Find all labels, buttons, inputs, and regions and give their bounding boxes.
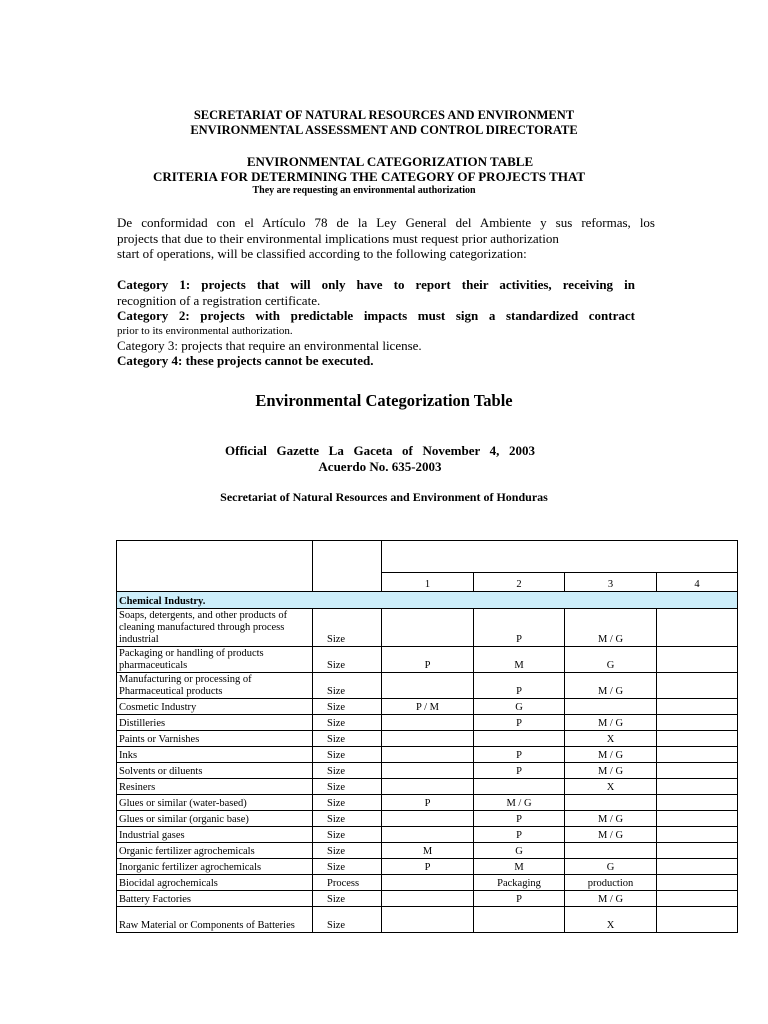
criteria-line: CRITERIA FOR DETERMINING THE CATEGORY OF PROJECTS THAT — [152, 169, 586, 184]
category-4-cell — [657, 609, 738, 647]
table-row — [117, 763, 738, 779]
criterion-cell: Size — [313, 647, 382, 673]
section-row — [117, 592, 738, 609]
category-2-cell: M — [474, 647, 565, 673]
intro-line-1: De conformidad con el Artículo 78 de la Ley General del Ambiente y sus reformas, los — [117, 215, 655, 230]
category-3-cell: X — [565, 779, 657, 795]
category-4-cell — [657, 795, 738, 811]
category-2-cell — [474, 731, 565, 747]
category-1-cell — [382, 747, 474, 763]
category-1-cell: P / M — [382, 699, 474, 715]
category-4-cell — [657, 875, 738, 891]
category-3-cell: M / G — [565, 747, 657, 763]
category-2-cell — [474, 779, 565, 795]
table-row — [117, 795, 738, 811]
header-activity-cell — [117, 541, 313, 592]
activity-cell: Biocidal agrochemicals — [117, 875, 313, 891]
category-2-line-2: prior to its environmental authorization. — [117, 324, 293, 337]
criterion-cell: Size — [313, 779, 382, 795]
category-1-cell: M — [382, 843, 474, 859]
category-1-cell — [382, 811, 474, 827]
category-3-cell — [565, 795, 657, 811]
table-row — [117, 715, 738, 731]
header-line-2: ENVIRONMENTAL ASSESSMENT AND CONTROL DIRECTORATE — [190, 123, 578, 137]
category-3-cell: M / G — [565, 891, 657, 907]
col-header-1: 1 — [382, 573, 474, 592]
table-row — [117, 647, 738, 673]
category-3-cell: M / G — [565, 811, 657, 827]
criterion-cell: Size — [313, 715, 382, 731]
activity-cell: Paints or Varnishes — [117, 731, 313, 747]
category-3: Category 3: projects that require an environmental license. — [117, 337, 422, 353]
criterion-cell: Size — [313, 699, 382, 715]
criterion-cell: Size — [313, 811, 382, 827]
col-header-4: 4 — [657, 573, 738, 592]
activity-cell: Inorganic fertilizer agrochemicals — [117, 859, 313, 875]
categorization-table — [116, 540, 738, 933]
document-title: ENVIRONMENTAL CATEGORIZATION TABLE — [246, 154, 534, 169]
category-4-cell — [657, 779, 738, 795]
category-2-cell: M / G — [474, 795, 565, 811]
intro-line-2: projects that due to their environmental implications must request prior authorization — [117, 230, 559, 246]
gazette-block — [225, 443, 535, 474]
category-3-cell: X — [565, 731, 657, 747]
table-row — [117, 827, 738, 843]
category-2-cell — [474, 907, 565, 933]
category-1-cell — [382, 779, 474, 795]
activity-cell: Resiners — [117, 779, 313, 795]
category-3-cell: M / G — [565, 827, 657, 843]
activity-cell: Glues or similar (organic base) — [117, 811, 313, 827]
category-2-cell: G — [474, 699, 565, 715]
category-4: Category 4: these projects cannot be executed. — [117, 353, 374, 368]
category-1-cell: P — [382, 647, 474, 673]
criterion-cell: Size — [313, 731, 382, 747]
header-criterion-cell — [313, 541, 382, 592]
category-2-cell: G — [474, 843, 565, 859]
category-3-cell — [565, 699, 657, 715]
criterion-cell: Size — [313, 843, 382, 859]
criteria-subline: They are requesting an environmental authorization — [252, 185, 476, 196]
category-1-cell: P — [382, 795, 474, 811]
criterion-cell: Size — [313, 795, 382, 811]
category-4-cell — [657, 907, 738, 933]
criterion-cell: Size — [313, 609, 382, 647]
table-row — [117, 747, 738, 763]
category-3-cell: G — [565, 859, 657, 875]
category-4-cell — [657, 859, 738, 875]
col-header-3: 3 — [565, 573, 657, 592]
category-4-cell — [657, 843, 738, 859]
category-4-cell — [657, 715, 738, 731]
category-3-cell: M / G — [565, 609, 657, 647]
category-3-cell: X — [565, 907, 657, 933]
intro-line-3: start of operations, will be classified according to the following categorization: — [117, 246, 527, 261]
activity-cell: Solvents or diluents — [117, 763, 313, 779]
activity-cell: Cosmetic Industry — [117, 699, 313, 715]
category-1-cell — [382, 891, 474, 907]
category-4-cell — [657, 811, 738, 827]
criterion-cell: Size — [313, 859, 382, 875]
activity-cell: Manufacturing or processing of Pharmaceutical products — [117, 673, 313, 699]
category-2-cell: P — [474, 673, 565, 699]
category-1-cell — [382, 907, 474, 933]
category-3-cell: M / G — [565, 715, 657, 731]
table-row — [117, 673, 738, 699]
table-row — [117, 779, 738, 795]
category-2-cell: P — [474, 715, 565, 731]
criterion-cell: Size — [313, 673, 382, 699]
category-1-line-1: Category 1: projects that will only have to report their activities, receiving in — [117, 277, 635, 292]
category-1-cell — [382, 731, 474, 747]
category-2-cell: P — [474, 747, 565, 763]
category-4-cell — [657, 647, 738, 673]
category-3-cell — [565, 843, 657, 859]
category-1-cell — [382, 763, 474, 779]
category-3-cell: M / G — [565, 673, 657, 699]
gazette-line-2: Acuerdo No. 635-2003 — [318, 458, 442, 474]
header-category-span-cell — [382, 541, 738, 573]
category-1-cell: P — [382, 859, 474, 875]
activity-cell: Distilleries — [117, 715, 313, 731]
category-2-cell: P — [474, 827, 565, 843]
category-2-line-1: Category 2: projects with predictable impacts must sign a standardized contract — [117, 308, 635, 323]
category-2-cell: M — [474, 859, 565, 875]
criterion-cell: Size — [313, 747, 382, 763]
category-2-cell: P — [474, 763, 565, 779]
category-4-cell — [657, 699, 738, 715]
table-row — [117, 843, 738, 859]
category-2-cell: P — [474, 811, 565, 827]
document-title-block — [0, 154, 768, 197]
section-label: Chemical Industry. — [117, 592, 738, 609]
secretariat-line: Secretariat of Natural Resources and Environment of Honduras — [220, 490, 548, 504]
col-header-2: 2 — [474, 573, 565, 592]
criterion-cell: Size — [313, 827, 382, 843]
table-row — [117, 699, 738, 715]
table-row — [117, 859, 738, 875]
category-1-line-2: recognition of a registration certificate. — [117, 292, 321, 308]
category-2-cell: P — [474, 891, 565, 907]
categories-block — [117, 277, 635, 369]
activity-cell: Packaging or handling of products pharmaceuticals — [117, 647, 313, 673]
activity-cell: Raw Material or Components of Batteries — [117, 907, 313, 933]
criterion-cell: Size — [313, 907, 382, 933]
category-4-cell — [657, 891, 738, 907]
category-1-cell — [382, 715, 474, 731]
category-4-cell — [657, 747, 738, 763]
activity-cell: Inks — [117, 747, 313, 763]
table-row — [117, 891, 738, 907]
table-row — [117, 811, 738, 827]
activity-cell: Soaps, detergents, and other products of cleaning manufactured through process industrial — [117, 609, 313, 647]
criterion-cell: Size — [313, 763, 382, 779]
intro-paragraph — [117, 215, 655, 262]
category-4-cell — [657, 673, 738, 699]
criterion-cell: Process — [313, 875, 382, 891]
activity-cell: Battery Factories — [117, 891, 313, 907]
category-4-cell — [657, 827, 738, 843]
header-line-1: SECRETARIAT OF NATURAL RESOURCES AND ENVIRONMENT — [193, 108, 575, 122]
category-1-cell — [382, 673, 474, 699]
category-1-cell — [382, 875, 474, 891]
category-3-cell: M / G — [565, 763, 657, 779]
table-title: Environmental Categorization Table — [255, 391, 513, 410]
activity-cell: Organic fertilizer agrochemicals — [117, 843, 313, 859]
activity-cell: Industrial gases — [117, 827, 313, 843]
table-row — [117, 907, 738, 933]
table-row — [117, 875, 738, 891]
category-3-cell: production — [565, 875, 657, 891]
document-header — [0, 108, 768, 138]
criterion-cell: Size — [313, 891, 382, 907]
category-1-cell — [382, 827, 474, 843]
category-4-cell — [657, 763, 738, 779]
category-2-cell: P — [474, 609, 565, 647]
table-row — [117, 609, 738, 647]
category-2-cell: Packaging — [474, 875, 565, 891]
category-1-cell — [382, 609, 474, 647]
activity-cell: Glues or similar (water-based) — [117, 795, 313, 811]
table-header-row-top — [117, 541, 738, 573]
table-row — [117, 731, 738, 747]
category-4-cell — [657, 731, 738, 747]
gazette-line-1: Official Gazette La Gaceta of November 4, 2003 — [225, 443, 535, 458]
category-3-cell: G — [565, 647, 657, 673]
